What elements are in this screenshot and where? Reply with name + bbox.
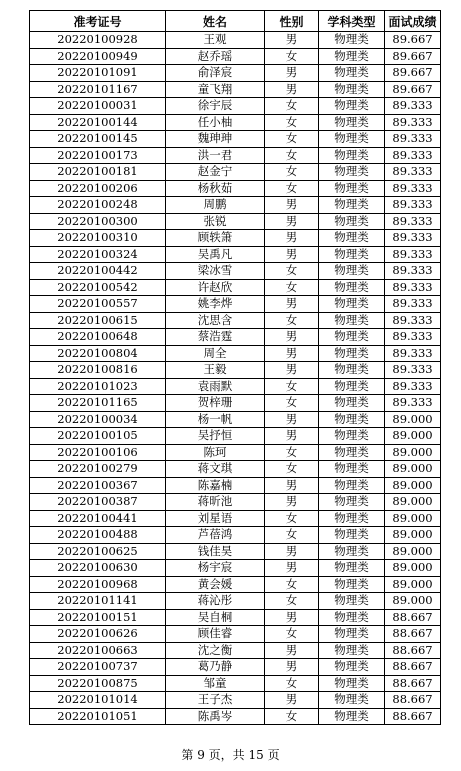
gender-cell: 男: [265, 543, 319, 560]
exam-id-cell: 20220100387: [30, 494, 166, 511]
name-cell: 顾轶箫: [166, 230, 265, 247]
score-cell: 89.333: [385, 329, 441, 346]
score-cell: 89.333: [385, 312, 441, 329]
subject-type-cell: 物理类: [319, 246, 385, 263]
exam-id-cell: 20220100663: [30, 642, 166, 659]
gender-cell: 女: [265, 98, 319, 115]
table-row: [30, 626, 441, 643]
page-footer: 第 9 页，共 15 页: [181, 748, 280, 762]
table-row: [30, 378, 441, 395]
score-cell: 88.667: [385, 708, 441, 725]
score-cell: 88.667: [385, 692, 441, 709]
exam-id-cell: 20220101141: [30, 593, 166, 610]
subject-type-cell: 物理类: [319, 543, 385, 560]
table-row: [30, 147, 441, 164]
subject-type-cell: 物理类: [319, 230, 385, 247]
score-table: [29, 10, 441, 725]
gender-cell: 男: [265, 560, 319, 577]
table-row: [30, 494, 441, 511]
gender-cell: 女: [265, 180, 319, 197]
score-cell: 89.000: [385, 576, 441, 593]
gender-cell: 男: [265, 329, 319, 346]
table-row: [30, 609, 441, 626]
score-cell: 88.667: [385, 659, 441, 676]
score-cell: 89.000: [385, 593, 441, 610]
table-row: [30, 560, 441, 577]
exam-id-cell: 20220100625: [30, 543, 166, 560]
exam-id-cell: 20220100804: [30, 345, 166, 362]
score-cell: 89.000: [385, 494, 441, 511]
table-row: [30, 131, 441, 148]
subject-type-cell: 物理类: [319, 114, 385, 131]
exam-id-cell: 20220100031: [30, 98, 166, 115]
score-cell: 89.333: [385, 164, 441, 181]
name-cell: 魏珅珅: [166, 131, 265, 148]
score-cell: 88.667: [385, 642, 441, 659]
subject-type-cell: 物理类: [319, 131, 385, 148]
exam-id-cell: 20220100279: [30, 461, 166, 478]
name-cell: 贺梓珊: [166, 395, 265, 412]
table-row: [30, 692, 441, 709]
column-header-name: 姓名: [166, 11, 265, 32]
table-row: [30, 263, 441, 280]
name-cell: 刘星语: [166, 510, 265, 527]
score-cell: 88.667: [385, 675, 441, 692]
name-cell: 吴禹凡: [166, 246, 265, 263]
gender-cell: 男: [265, 230, 319, 247]
score-cell: 89.333: [385, 345, 441, 362]
gender-cell: 男: [265, 296, 319, 313]
subject-type-cell: 物理类: [319, 510, 385, 527]
exam-id-cell: 20220100151: [30, 609, 166, 626]
exam-id-cell: 20220100557: [30, 296, 166, 313]
exam-id-cell: 20220101091: [30, 65, 166, 82]
subject-type-cell: 物理类: [319, 659, 385, 676]
subject-type-cell: 物理类: [319, 560, 385, 577]
score-cell: 89.000: [385, 411, 441, 428]
table-row: [30, 279, 441, 296]
exam-id-cell: 20220100300: [30, 213, 166, 230]
subject-type-cell: 物理类: [319, 345, 385, 362]
column-header-interview-score: 面试成绩: [385, 11, 441, 32]
table-row: [30, 213, 441, 230]
gender-cell: 女: [265, 164, 319, 181]
subject-type-cell: 物理类: [319, 477, 385, 494]
name-cell: 葛乃静: [166, 659, 265, 676]
table-row: [30, 428, 441, 445]
subject-type-cell: 物理类: [319, 81, 385, 98]
score-cell: 89.667: [385, 65, 441, 82]
name-cell: 王子杰: [166, 692, 265, 709]
name-cell: 蒋文琪: [166, 461, 265, 478]
score-cell: 89.000: [385, 444, 441, 461]
table-row: [30, 708, 441, 725]
subject-type-cell: 物理类: [319, 626, 385, 643]
name-cell: 蔡浩霆: [166, 329, 265, 346]
exam-id-cell: 20220100324: [30, 246, 166, 263]
name-cell: 芦蓓鸿: [166, 527, 265, 544]
name-cell: 杨秋茹: [166, 180, 265, 197]
subject-type-cell: 物理类: [319, 197, 385, 214]
score-cell: 89.667: [385, 48, 441, 65]
subject-type-cell: 物理类: [319, 48, 385, 65]
gender-cell: 男: [265, 411, 319, 428]
score-cell: 89.667: [385, 81, 441, 98]
column-header-exam-id: 准考证号: [30, 11, 166, 32]
gender-cell: 男: [265, 428, 319, 445]
gender-cell: 男: [265, 197, 319, 214]
gender-cell: 男: [265, 494, 319, 511]
score-cell: 89.333: [385, 213, 441, 230]
gender-cell: 女: [265, 263, 319, 280]
score-cell: 89.333: [385, 279, 441, 296]
subject-type-cell: 物理类: [319, 395, 385, 412]
gender-cell: 女: [265, 114, 319, 131]
exam-id-cell: 20220101023: [30, 378, 166, 395]
table-row: [30, 180, 441, 197]
score-cell: 89.000: [385, 477, 441, 494]
name-cell: 俞泽宸: [166, 65, 265, 82]
table-row: [30, 296, 441, 313]
score-cell: 89.333: [385, 296, 441, 313]
name-cell: 许赵欣: [166, 279, 265, 296]
gender-cell: 男: [265, 345, 319, 362]
name-cell: 陈禹岑: [166, 708, 265, 725]
table-row: [30, 197, 441, 214]
subject-type-cell: 物理类: [319, 576, 385, 593]
score-cell: 89.000: [385, 461, 441, 478]
score-cell: 88.667: [385, 609, 441, 626]
subject-type-cell: 物理类: [319, 494, 385, 511]
subject-type-cell: 物理类: [319, 593, 385, 610]
gender-cell: 女: [265, 461, 319, 478]
subject-type-cell: 物理类: [319, 98, 385, 115]
table-row: [30, 477, 441, 494]
table-row: [30, 543, 441, 560]
score-cell: 89.333: [385, 246, 441, 263]
table-row: [30, 659, 441, 676]
score-cell: 89.333: [385, 147, 441, 164]
name-cell: 洪一君: [166, 147, 265, 164]
score-cell: 89.667: [385, 32, 441, 49]
gender-cell: 女: [265, 312, 319, 329]
gender-cell: 男: [265, 477, 319, 494]
name-cell: 赵金宁: [166, 164, 265, 181]
exam-id-cell: 20220100206: [30, 180, 166, 197]
exam-id-cell: 20220101051: [30, 708, 166, 725]
gender-cell: 女: [265, 444, 319, 461]
gender-cell: 女: [265, 131, 319, 148]
exam-id-cell: 20220100181: [30, 164, 166, 181]
score-cell: 89.333: [385, 180, 441, 197]
score-cell: 89.333: [385, 263, 441, 280]
name-cell: 童飞翔: [166, 81, 265, 98]
gender-cell: 男: [265, 213, 319, 230]
subject-type-cell: 物理类: [319, 312, 385, 329]
name-cell: 杨宇宸: [166, 560, 265, 577]
table-row: [30, 48, 441, 65]
table-row: [30, 345, 441, 362]
subject-type-cell: 物理类: [319, 296, 385, 313]
exam-id-cell: 20220100144: [30, 114, 166, 131]
gender-cell: 女: [265, 593, 319, 610]
subject-type-cell: 物理类: [319, 147, 385, 164]
name-cell: 吴抒恒: [166, 428, 265, 445]
name-cell: 邹童: [166, 675, 265, 692]
exam-id-cell: 20220100441: [30, 510, 166, 527]
table-row: [30, 98, 441, 115]
gender-cell: 女: [265, 510, 319, 527]
name-cell: 杨一帆: [166, 411, 265, 428]
subject-type-cell: 物理类: [319, 708, 385, 725]
subject-type-cell: 物理类: [319, 642, 385, 659]
score-cell: 89.333: [385, 362, 441, 379]
name-cell: 周全: [166, 345, 265, 362]
subject-type-cell: 物理类: [319, 32, 385, 49]
exam-id-cell: 20220100105: [30, 428, 166, 445]
gender-cell: 女: [265, 527, 319, 544]
table-header-row: [30, 11, 441, 32]
name-cell: 陈珂: [166, 444, 265, 461]
name-cell: 王毅: [166, 362, 265, 379]
subject-type-cell: 物理类: [319, 428, 385, 445]
subject-type-cell: 物理类: [319, 329, 385, 346]
score-cell: 89.000: [385, 527, 441, 544]
gender-cell: 男: [265, 65, 319, 82]
table-row: [30, 444, 441, 461]
table-row: [30, 164, 441, 181]
exam-id-cell: 20220100626: [30, 626, 166, 643]
table-row: [30, 246, 441, 263]
gender-cell: 男: [265, 609, 319, 626]
score-cell: 89.333: [385, 98, 441, 115]
name-cell: 蒋沁彤: [166, 593, 265, 610]
exam-id-cell: 20220100310: [30, 230, 166, 247]
exam-id-cell: 20220100875: [30, 675, 166, 692]
subject-type-cell: 物理类: [319, 692, 385, 709]
score-cell: 89.333: [385, 230, 441, 247]
score-cell: 89.000: [385, 510, 441, 527]
gender-cell: 女: [265, 708, 319, 725]
table-row: [30, 65, 441, 82]
table-row: [30, 329, 441, 346]
name-cell: 顾佳睿: [166, 626, 265, 643]
subject-type-cell: 物理类: [319, 527, 385, 544]
subject-type-cell: 物理类: [319, 213, 385, 230]
score-cell: 89.000: [385, 543, 441, 560]
subject-type-cell: 物理类: [319, 609, 385, 626]
name-cell: 沈之衡: [166, 642, 265, 659]
table-row: [30, 411, 441, 428]
table-row: [30, 576, 441, 593]
gender-cell: 女: [265, 626, 319, 643]
score-cell: 89.333: [385, 378, 441, 395]
name-cell: 姚李烨: [166, 296, 265, 313]
name-cell: 陈嘉楠: [166, 477, 265, 494]
exam-id-cell: 20220100367: [30, 477, 166, 494]
gender-cell: 男: [265, 246, 319, 263]
table-row: [30, 32, 441, 49]
score-cell: 89.000: [385, 560, 441, 577]
gender-cell: 女: [265, 378, 319, 395]
gender-cell: 男: [265, 362, 319, 379]
gender-cell: 女: [265, 279, 319, 296]
exam-id-cell: 20220100630: [30, 560, 166, 577]
exam-id-cell: 20220100145: [30, 131, 166, 148]
column-header-subject-type: 学科类型: [319, 11, 385, 32]
exam-id-cell: 20220100034: [30, 411, 166, 428]
subject-type-cell: 物理类: [319, 378, 385, 395]
exam-id-cell: 20220100968: [30, 576, 166, 593]
score-cell: 88.667: [385, 626, 441, 643]
subject-type-cell: 物理类: [319, 444, 385, 461]
name-cell: 张锐: [166, 213, 265, 230]
column-header-gender: 性别: [265, 11, 319, 32]
exam-id-cell: 20220100816: [30, 362, 166, 379]
subject-type-cell: 物理类: [319, 164, 385, 181]
exam-id-cell: 20220100442: [30, 263, 166, 280]
gender-cell: 女: [265, 147, 319, 164]
name-cell: 周鹏: [166, 197, 265, 214]
exam-id-cell: 20220100542: [30, 279, 166, 296]
exam-id-cell: 20220100488: [30, 527, 166, 544]
name-cell: 沈思含: [166, 312, 265, 329]
table-row: [30, 527, 441, 544]
table-row: [30, 312, 441, 329]
subject-type-cell: 物理类: [319, 263, 385, 280]
exam-id-cell: 20220101167: [30, 81, 166, 98]
gender-cell: 男: [265, 642, 319, 659]
score-cell: 89.333: [385, 395, 441, 412]
exam-id-cell: 20220101165: [30, 395, 166, 412]
table-row: [30, 81, 441, 98]
gender-cell: 女: [265, 675, 319, 692]
score-cell: 89.000: [385, 428, 441, 445]
score-cell: 89.333: [385, 197, 441, 214]
subject-type-cell: 物理类: [319, 461, 385, 478]
exam-id-cell: 20220100173: [30, 147, 166, 164]
table-row: [30, 230, 441, 247]
table-row: [30, 510, 441, 527]
gender-cell: 女: [265, 395, 319, 412]
table-row: [30, 114, 441, 131]
gender-cell: 女: [265, 48, 319, 65]
table-row: [30, 461, 441, 478]
exam-id-cell: 20220100928: [30, 32, 166, 49]
table-row: [30, 593, 441, 610]
name-cell: 钱佳昊: [166, 543, 265, 560]
subject-type-cell: 物理类: [319, 279, 385, 296]
name-cell: 黄会媛: [166, 576, 265, 593]
exam-id-cell: 20220100248: [30, 197, 166, 214]
exam-id-cell: 20220100648: [30, 329, 166, 346]
name-cell: 梁冰雪: [166, 263, 265, 280]
name-cell: 袁雨默: [166, 378, 265, 395]
gender-cell: 男: [265, 32, 319, 49]
table-body: [30, 32, 441, 725]
exam-id-cell: 20220100949: [30, 48, 166, 65]
exam-id-cell: 20220100615: [30, 312, 166, 329]
subject-type-cell: 物理类: [319, 65, 385, 82]
table-row: [30, 642, 441, 659]
score-cell: 89.333: [385, 114, 441, 131]
score-sheet: [29, 10, 440, 725]
table-row: [30, 675, 441, 692]
name-cell: 吴自桐: [166, 609, 265, 626]
exam-id-cell: 20220100737: [30, 659, 166, 676]
name-cell: 王观: [166, 32, 265, 49]
gender-cell: 男: [265, 81, 319, 98]
table-row: [30, 362, 441, 379]
subject-type-cell: 物理类: [319, 675, 385, 692]
name-cell: 任小柚: [166, 114, 265, 131]
exam-id-cell: 20220101014: [30, 692, 166, 709]
subject-type-cell: 物理类: [319, 180, 385, 197]
gender-cell: 男: [265, 692, 319, 709]
subject-type-cell: 物理类: [319, 362, 385, 379]
name-cell: 徐宇辰: [166, 98, 265, 115]
table-row: [30, 395, 441, 412]
name-cell: 蒋昕池: [166, 494, 265, 511]
subject-type-cell: 物理类: [319, 411, 385, 428]
score-cell: 89.333: [385, 131, 441, 148]
gender-cell: 女: [265, 576, 319, 593]
exam-id-cell: 20220100106: [30, 444, 166, 461]
name-cell: 赵乔瑶: [166, 48, 265, 65]
gender-cell: 男: [265, 659, 319, 676]
